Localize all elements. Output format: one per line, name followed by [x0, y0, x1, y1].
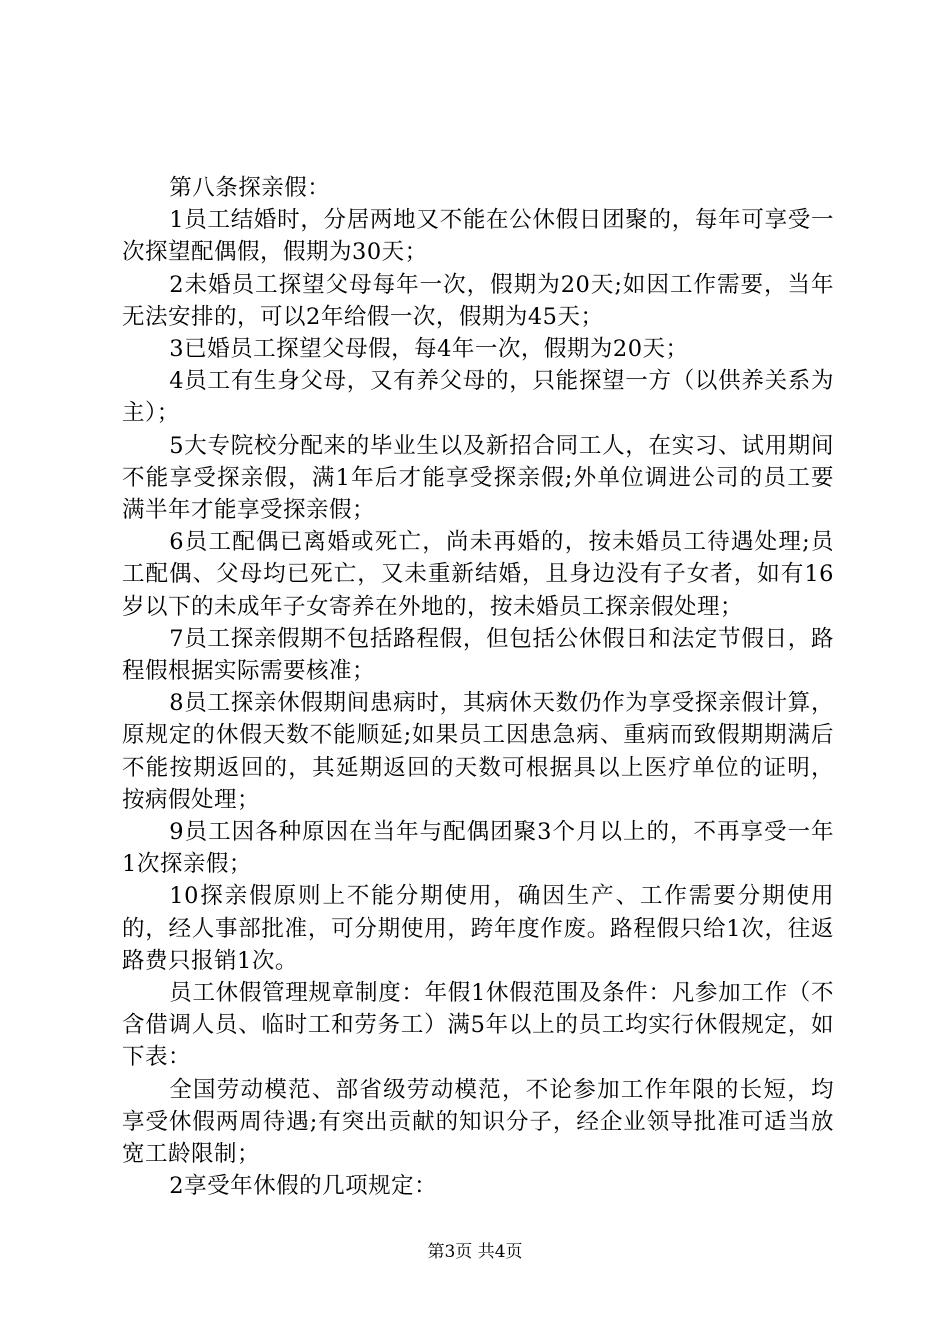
paragraph-item-6: 6员工配偶已离婚或死亡，尚未再婚的，按未婚员工待遇处理;员工配偶、父母均已死亡，又未重新结婚，且身边没有子女者，如有16岁以下的未成年子女寄养在外地的，按未婚员工探亲假处理；: [122, 529, 834, 620]
paragraph-item-10: 10探亲假原则上不能分期使用，确因生产、工作需要分期使用的，经人事部批准，可分期使用，跨年度作废。路程假只给1次，往返路费只报销1次。: [122, 883, 834, 974]
paragraph-model-workers: 全国劳动模范、部省级劳动模范，不论参加工作年限的长短，均享受休假两周待遇;有突出贡献的知识分子，经企业领导批准可适当放宽工龄限制；: [122, 1076, 834, 1168]
paragraph-item-4: 4员工有生身父母，又有养父母的，只能探望一方（以供养关系为主）；: [122, 368, 834, 427]
paragraph-item-2: 2未婚员工探望父母每年一次，假期为20天;如因工作需要，当年无法安排的，可以2年给假一次，假期为45天；: [122, 271, 834, 330]
paragraph-item-3: 3已婚员工探望父母假，每4年一次，假期为20天；: [169, 336, 689, 363]
body-text: [122, 172, 834, 1203]
paragraph-annual-rules: 2享受年休假的几项规定：: [169, 1173, 438, 1200]
paragraph-item-5: 5大专院校分配来的毕业生以及新招合同工人，在实习、试用期间不能享受探亲假，满1年后才能享受探亲假;外单位调进公司的员工要满半年才能享受探亲假；: [122, 432, 834, 524]
paragraph-item-8: 8员工探亲休假期间患病时，其病休天数仍作为享受探亲假计算，原规定的休假天数不能顺延;如果员工因患急病、重病而致假期期满后不能按期返回的，其延期返回的天数可根据具以上医疗单位的证明，按病假处理；: [122, 690, 834, 813]
page-footer: 第3页 共4页: [427, 1242, 523, 1262]
paragraph-heading: 第八条探亲假：: [169, 175, 331, 201]
paragraph-annual-leave: 员工休假管理规章制度：年假1休假范围及条件：凡参加工作（不含借调人员、临时工和劳务工）满5年以上的员工均实行休假规定，如下表：: [122, 980, 834, 1071]
paragraph-item-7: 7员工探亲假期不包括路程假，但包括公休假日和法定节假日，路程假根据实际需要核准；: [122, 625, 834, 685]
paragraph-item-1: 1员工结婚时，分居两地又不能在公休假日团聚的，每年可享受一次探望配偶假，假期为30天；: [122, 207, 834, 266]
paragraph-item-9: 9员工因各种原因在当年与配偶团聚3个月以上的，不再享受一年1次探亲假；: [122, 819, 834, 878]
